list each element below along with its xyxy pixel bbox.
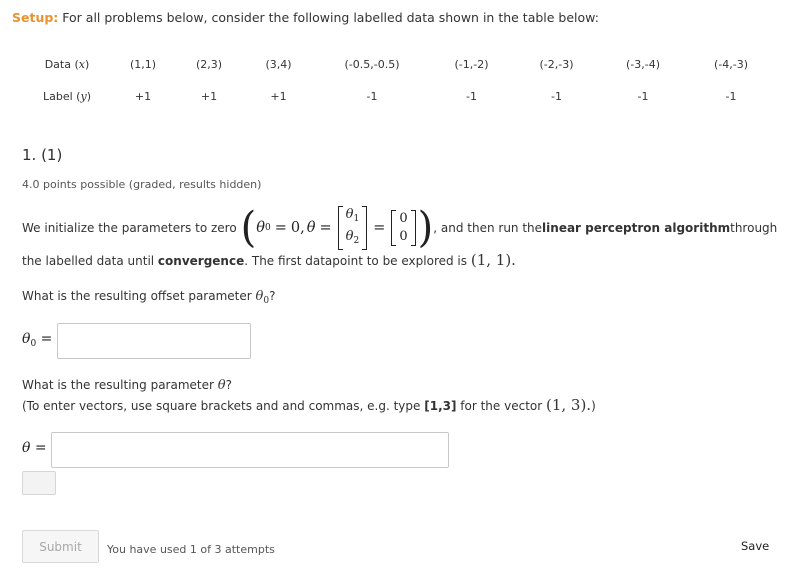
intro-text-cont2: through [730, 221, 778, 235]
algorithm-name: linear perceptron algorithm [542, 221, 731, 235]
label-cell: -1 [725, 89, 737, 103]
data-row-header: Data (x) [44, 57, 90, 71]
problem-title: 1. (1) [22, 146, 63, 164]
setup-description: For all problems below, consider the following labelled data shown in the table below: [58, 10, 599, 25]
data-cell: (-4,-3) [713, 57, 748, 71]
data-cell: (3,4) [265, 57, 292, 71]
label-cell: +1 [134, 89, 152, 103]
problem-intro-line2: the labelled data until convergence. The first datapoint to be explored is (1, 1). [22, 251, 516, 269]
label-cell: -1 [366, 89, 378, 103]
attempts-status: You have used 1 of 3 attempts [107, 543, 275, 556]
label-cell: +1 [270, 89, 287, 103]
label-row-header: Label (y) [43, 89, 91, 103]
data-cell: (-3,-4) [625, 57, 660, 71]
data-cell: (1,1) [129, 57, 157, 71]
first-point: (1, 1). [470, 251, 516, 269]
points-info: 4.0 points possible (graded, results hidden) [22, 178, 262, 191]
theta0-label: $\theta_0$ = [22, 331, 53, 349]
submit-button[interactable]: Submit [22, 530, 99, 563]
data-row [24, 48, 775, 80]
data-cell: (-2,-3) [539, 57, 574, 71]
theta-label: θ = [22, 440, 47, 456]
data-table [24, 48, 775, 112]
data-cell: (2,3) [195, 57, 223, 71]
save-button[interactable]: Save [741, 539, 770, 553]
problem-intro-line1 [22, 203, 778, 253]
intro-text: We initialize the parameters to zero [22, 221, 237, 235]
vector-format-hint: (To enter vectors, use square brackets and and commas, e.g. type [1,3] for the vector (1, 3).) [22, 396, 596, 414]
data-cell: (-1,-2) [454, 57, 489, 71]
setup-label: Setup: [12, 10, 59, 25]
label-cell: -1 [551, 89, 562, 103]
label-cell: -1 [466, 89, 477, 103]
convergence-term: convergence [157, 254, 245, 268]
theta-input[interactable] [51, 432, 449, 468]
label-cell: -1 [637, 89, 649, 103]
zero-vector: 0 0 [391, 210, 415, 246]
question-theta: What is the resulting parameter θ? [22, 378, 232, 393]
init-params-formula: ( θ 0 = 0 , θ = $\theta_1$ $\theta_2$ = 0 0 ) [240, 203, 434, 253]
label-cell: +1 [200, 89, 218, 103]
example-vector: [1,3] [424, 399, 457, 413]
intro-text-cont: , and then run the [433, 221, 543, 235]
data-cell: (-0.5,-0.5) [344, 57, 400, 71]
label-row [24, 80, 775, 112]
question-offset: What is the resulting offset parameter $\theta_0$? [22, 289, 276, 306]
setup-text [12, 10, 599, 25]
theta0-input[interactable] [57, 323, 251, 359]
answer-preview-box [22, 471, 56, 495]
theta-vector: $\theta_1$ $\theta_2$ [338, 206, 368, 250]
